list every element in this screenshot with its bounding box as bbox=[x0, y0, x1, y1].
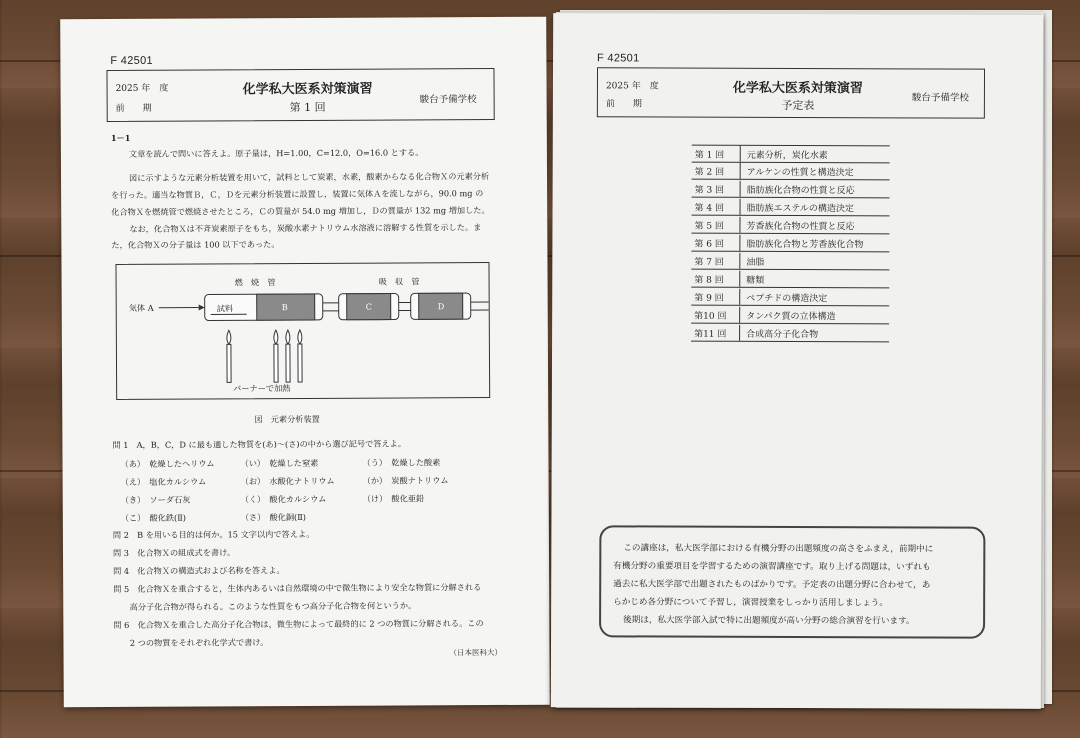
choice: （け） 酸化亜鉛 bbox=[362, 493, 425, 504]
schedule-row bbox=[692, 163, 890, 181]
session-number: 第 3 回 bbox=[694, 185, 725, 196]
session-number: 第 1 回 bbox=[694, 150, 725, 161]
header-subtitle: 予定表 bbox=[781, 98, 815, 113]
source-label: （日本医科大） bbox=[449, 647, 503, 658]
note-line: 後期は，私大医学部入試で特に出題頻度が高い分野の総合演習を行います。 bbox=[623, 615, 915, 627]
header-term: 前 期 bbox=[115, 103, 152, 114]
question-5-cont: 高分子化合物が得られる。このような性質をもつ高分子化合物を何というか。 bbox=[113, 600, 417, 613]
session-number: 第 9 回 bbox=[694, 293, 724, 304]
session-number: 第 7 回 bbox=[694, 257, 724, 268]
session-number: 第 4 回 bbox=[694, 203, 725, 214]
session-topic: 油脂 bbox=[746, 257, 765, 268]
d-label: D bbox=[437, 301, 445, 312]
choice: （お） 水酸化ナトリウム bbox=[240, 475, 335, 487]
session-topic: 脂肪族化合物の性質と反応 bbox=[746, 185, 855, 197]
note-line: 有機分野の重要項目を学習するための演習講座です。取り上げる問題は，いずれも bbox=[613, 561, 931, 573]
header-title: 化学私大医系対策演習 bbox=[732, 80, 863, 97]
session-number: 第 2 回 bbox=[694, 167, 725, 178]
question-6: 問 6 化合物Ｘを重合した高分子化合物は，微生物によって最終的に 2 つの物質に分解される。この bbox=[113, 618, 484, 631]
choice: （え） 塩化カルシウム bbox=[120, 476, 207, 487]
header-school: 駿台予備学校 bbox=[419, 94, 477, 106]
schedule-row bbox=[691, 325, 889, 343]
question-3: 問 3 化合物Ｘの組成式を書け。 bbox=[112, 547, 236, 559]
session-topic: 脂肪族化合物と芳香族化合物 bbox=[746, 239, 864, 251]
gas-a-label: 気体 A bbox=[128, 302, 154, 313]
question-5: 問 5 化合物Ｘを重合すると，生体内あるいは自然環境の中で微生物により安全な物質に分解される bbox=[113, 582, 482, 595]
c-label: C bbox=[365, 301, 373, 312]
absorption-tube-label: 吸 収 管 bbox=[378, 276, 420, 287]
schedule-row bbox=[691, 271, 889, 289]
session-topic: ペプチドの構造決定 bbox=[746, 293, 828, 305]
sheet-header bbox=[597, 67, 985, 118]
intro-line: 図に示すような元素分析装置を用いて，試料として炭素，水素，酸素からなる化合物Ｘの元素分析 bbox=[129, 171, 490, 183]
b-label: B bbox=[281, 302, 288, 313]
session-topic: 糖類 bbox=[746, 275, 765, 286]
session-topic: 芳香族化合物の性質と反応 bbox=[746, 221, 855, 233]
intro-line: なお，化合物Ｘは不斉炭素原子をもち，炭酸水素ナトリウム水溶液に溶解する性質を示した。ま bbox=[129, 222, 482, 234]
burner-label: バーナーで加熱 bbox=[233, 383, 291, 394]
question-6-cont: 2 つの物質をそれぞれ化学式で書け。 bbox=[113, 637, 269, 649]
choice: （さ） 酸化銅(Ⅱ) bbox=[240, 511, 307, 523]
apparatus-figure bbox=[115, 262, 490, 400]
schedule-row bbox=[691, 217, 889, 235]
session-topic: 元素分析，炭化水素 bbox=[746, 150, 828, 162]
choice: （こ） 酸化鉄(Ⅱ) bbox=[120, 512, 187, 523]
choice: （き） ソーダ石灰 bbox=[120, 494, 191, 505]
header-year: 2025 年 度 bbox=[115, 83, 169, 94]
schedule-row bbox=[691, 235, 889, 253]
header-year: 2025 年 度 bbox=[605, 81, 659, 92]
schedule-row bbox=[691, 289, 889, 307]
choice: （う） 乾燥した酸素 bbox=[362, 457, 441, 468]
intro-line: を行った。適当な物質Ｂ，Ｃ，Ｄを元素分析装置に設置し，装置に気体Ａを流しながら，90.0 mg の bbox=[111, 188, 484, 201]
figure-caption: 図 元素分析装置 bbox=[254, 413, 320, 425]
sample-label: 試料 bbox=[216, 303, 234, 314]
intro-line: 文章を読んで問いに答えよ。原子量は，H=1.00，C=12.0，O=16.0 とする。 bbox=[128, 147, 424, 159]
schedule-row bbox=[692, 181, 890, 199]
choice: （い） 乾燥した窒素 bbox=[240, 457, 319, 469]
choice: （く） 酸化カルシウム bbox=[240, 493, 327, 505]
question-2: 問 2 B を用いる目的は何か。15 文字以内で答えよ。 bbox=[112, 528, 315, 541]
doc-code: F 42501 bbox=[110, 54, 153, 68]
note-line: らかじめ各分野について予習し，演習授業をしっかり活用しましょう。 bbox=[613, 597, 889, 609]
apparatus-drawing bbox=[116, 263, 489, 399]
schedule-row bbox=[692, 199, 890, 217]
header-title: 化学私大医系対策演習 bbox=[242, 81, 373, 98]
header-term: 前 期 bbox=[605, 99, 642, 110]
header-session: 第 1 回 bbox=[289, 100, 326, 115]
header-school: 駿台予備学校 bbox=[911, 92, 969, 104]
choice: （あ） 乾燥したヘリウム bbox=[120, 458, 215, 469]
sheet-header bbox=[106, 68, 494, 122]
intro-line: た，化合物Ｘの分子量は 100 以下であった。 bbox=[111, 239, 280, 251]
schedule-row bbox=[691, 253, 889, 271]
session-topic: 脂肪族エステルの構造決定 bbox=[746, 203, 854, 215]
note-line: 過去に私大医学部で出題されたものばかりです。予定表の出題分野に合わせて，あ bbox=[613, 579, 931, 591]
schedule-sheet bbox=[551, 13, 1043, 709]
problem-number: 1－1 bbox=[110, 132, 131, 144]
session-number: 第10 回 bbox=[694, 311, 727, 322]
session-topic: アルケンの性質と構造決定 bbox=[746, 167, 854, 179]
schedule-row bbox=[691, 307, 889, 325]
question-1: 問 1 A，B，C，D に最も適した物質を(あ)～(さ)の中から選び記号で答えよ。 bbox=[112, 438, 407, 451]
session-number: 第 6 回 bbox=[694, 239, 724, 250]
choice: （か） 炭酸ナトリウム bbox=[362, 475, 449, 486]
course-note-box bbox=[599, 525, 985, 638]
schedule-row bbox=[692, 145, 890, 164]
session-number: 第11 回 bbox=[694, 329, 727, 340]
intro-line: 化合物Ｘを燃焼管で燃焼させたところ，Ｃの質量が 54.0 mg 増加し，Ｄの質量が 132 mg 増加した。 bbox=[111, 205, 490, 218]
note-line: この講座は，私大医学部における有機分野の出題頻度の高さをふまえ，前期中に bbox=[623, 543, 934, 555]
combustion-tube-label: 燃 焼 管 bbox=[234, 277, 276, 288]
doc-code: F 42501 bbox=[597, 52, 640, 65]
problem-sheet bbox=[60, 17, 550, 708]
session-topic: タンパク質の立体構造 bbox=[746, 311, 836, 323]
session-number: 第 5 回 bbox=[694, 221, 724, 232]
session-topic: 合成高分子化合物 bbox=[746, 329, 819, 341]
question-4: 問 4 化合物Ｘの構造式および名称を答えよ。 bbox=[113, 565, 285, 577]
session-number: 第 8 回 bbox=[694, 275, 724, 286]
